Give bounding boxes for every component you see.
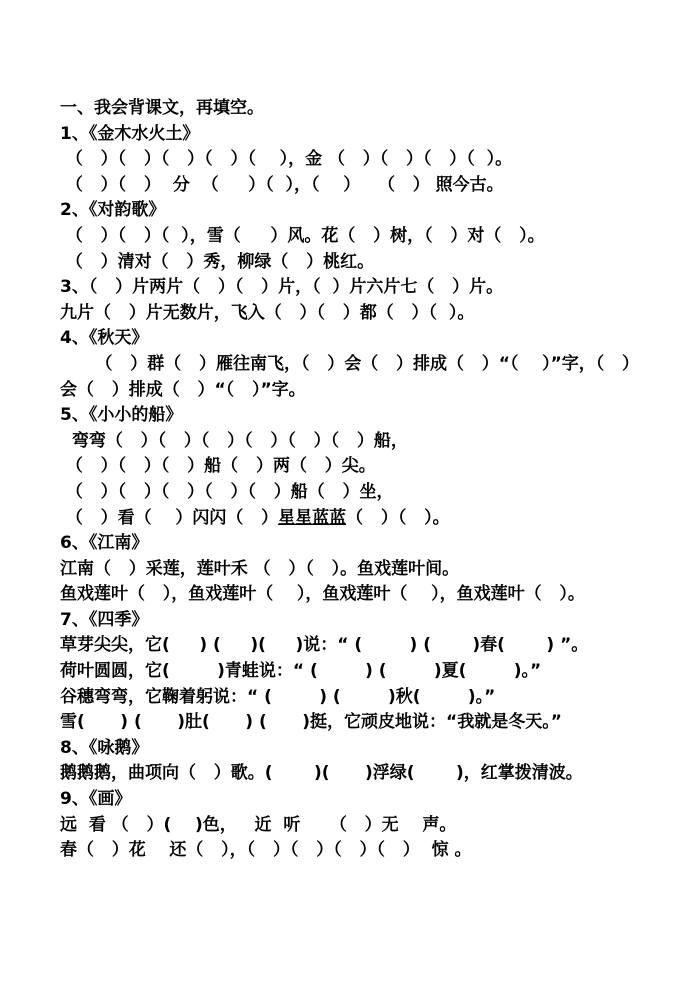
section-title-2: 2、《对韵歌》: [60, 200, 166, 221]
fill-line: （ ）（ ）（ ），雪（ ）风。花（ ）树，（ ）对（ ）。: [60, 225, 545, 246]
fill-line: 荷叶圆圆，它( )青蛙说：“ ( ) ( )夏( )。”: [60, 661, 542, 682]
fill-line: （ ）清对（ ）秀，柳绿（ ）桃红。: [60, 251, 375, 272]
section-title-4: 4、《秋天》: [60, 328, 149, 349]
section-title-8: 8、《咏鹅》: [60, 737, 149, 758]
fill-line: （ ）群（ ）雁往南飞，（ ）会（ ）排成（ ）“（ ）”字，（ ）: [60, 353, 640, 374]
section-title-7: 7、《四季》: [60, 609, 149, 630]
fill-line: 弯弯（ ）（ ）（ ）（ ）（ ）（ ）船，: [60, 430, 408, 451]
fill-line: [60, 506, 650, 532]
section-title-6: 6、《江南》: [60, 533, 149, 554]
fill-line: 鱼戏莲叶（ ），鱼戏莲叶（ ），鱼戏莲叶（ ），鱼戏莲叶（ ）。: [60, 584, 585, 605]
fill-line: 江南（ ）采莲，莲叶禾 （ ）（ ）。鱼戏莲叶间。: [60, 558, 460, 579]
fill-line: 会（ ）排成（ ）“（ ）”字。: [60, 379, 306, 400]
fill-line: （ ）（ ）（ ）（ ）（ ）船（ ）坐，: [60, 481, 394, 502]
fill-line: 谷穗弯弯，它鞠着躬说：“ ( ) ( )秋( )。”: [60, 686, 496, 707]
section-title-1: 1、《金木水火土》: [60, 123, 200, 144]
section-title-3: 3、（ ）片两片（ ）（ ）片，（ ）片六片七（ ）片。: [60, 277, 504, 298]
fill-line: 远 看 （ ）( )色， 近 听 （ ）无 声。: [60, 814, 457, 835]
section-title-5: 5、《小小的船》: [60, 405, 183, 426]
fill-line: 鹅鹅鹅，曲项向（ ）歌。( )( )浮绿( )，红掌拨清波。: [60, 763, 583, 784]
fill-line: 雪( ) ( )肚( ) ( )挺，它顽皮地说：“我就是冬天。”: [60, 712, 562, 733]
fill-line-start: （ ）看（ ）闪闪（ ）: [60, 507, 279, 528]
fill-line: （ ）（ ）（ ）船（ ）两（ ）尖。: [60, 456, 376, 477]
section-title-9: 9、《画》: [60, 789, 132, 810]
fill-line: （ ）（ ） 分 （ ）（ ），（ ） （ ） 照今古。: [60, 174, 504, 195]
fill-line: 春（ ）花 还（ ），（ ）（ ）（ ）（ ） 惊 。: [60, 840, 472, 861]
fill-line-end: （ ）（ ）。: [346, 507, 450, 528]
worksheet-content: [60, 96, 650, 864]
fill-line: 九片（ ）片无数片，飞入（ ）（ ）都（ ）（ ）。: [60, 302, 475, 323]
fill-line: 草芽尖尖，它( ) ( )( )说：“ ( ) ( )春( ) ”。: [60, 635, 589, 656]
fill-line: （ ）（ ）（ ）（ ）（ ），金 （ ）（ ）（ ）（ ）。: [60, 149, 513, 170]
underlined-phrase: 星星蓝蓝: [278, 507, 347, 528]
worksheet-heading: 一、我会背课文，再填空。: [60, 98, 264, 118]
